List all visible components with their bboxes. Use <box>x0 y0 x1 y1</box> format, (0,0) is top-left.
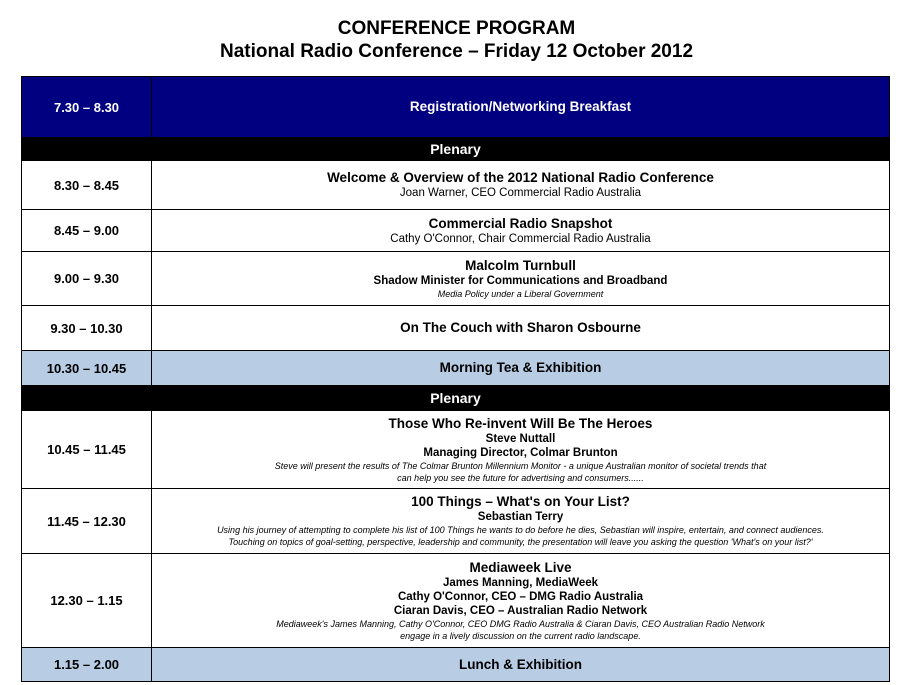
session-description: Using his journey of attempting to complete his list of 100 Things he wants to do before he dies, Sebastian will inspire, entertain, and connect audiences. <box>217 525 824 535</box>
session-description: can help you see the future for advertising and consumers...... <box>397 472 644 483</box>
time-cell: 11.45 – 12.30 <box>22 489 152 553</box>
session-speaker: Cathy O'Connor, Chair Commercial Radio Australia <box>390 232 651 245</box>
row-lunch <box>22 648 889 681</box>
session-description: Touching on topics of goal-setting, perspective, leadership and community, the presentation will leave you asking the question 'What's on your list?' <box>228 537 813 547</box>
row-registration <box>22 77 889 138</box>
row-couch <box>22 306 889 351</box>
session-speaker: Cathy O'Connor, CEO – DMG Radio Australia <box>397 590 644 603</box>
band-label: Plenary <box>430 390 481 406</box>
session-role: Managing Director, Colmar Brunton <box>423 446 618 459</box>
session-description: Steve will present the results of The Colmar Brunton Millennium Monitor - a unique Australian monitor of societal trends that <box>274 460 767 471</box>
page-title: CONFERENCE PROGRAM <box>337 18 576 39</box>
session-speaker: Ciaran Davis, CEO – Australian Radio Network <box>393 604 648 617</box>
band-label: Plenary <box>430 141 481 157</box>
row-snapshot <box>22 210 889 252</box>
session-title: Lunch & Exhibition <box>459 656 582 672</box>
session-description: Mediaweek's James Manning, Cathy O'Connor, CEO DMG Radio Australia & Ciaran Davis, CEO Australian Radio Network <box>276 618 765 629</box>
session-description: Media Policy under a Liberal Government <box>437 288 604 299</box>
session-speaker: Joan Warner, CEO Commercial Radio Australia <box>399 187 642 199</box>
row-mediaweek <box>22 554 889 648</box>
row-turnbull <box>22 252 889 306</box>
row-morning-tea <box>22 351 889 386</box>
time-cell: 10.45 – 11.45 <box>22 411 152 488</box>
time-cell: 8.30 – 8.45 <box>22 161 152 209</box>
session-title: Registration/Networking Breakfast <box>409 99 632 114</box>
time-cell: 9.30 – 10.30 <box>22 306 152 350</box>
time-cell: 7.30 – 8.30 <box>22 77 152 137</box>
session-speaker: James Manning, MediaWeek <box>442 576 599 589</box>
time-cell: 9.00 – 9.30 <box>22 252 152 305</box>
session-title: Those Who Re-invent Will Be The Heroes <box>388 415 653 431</box>
session-title: Morning Tea & Exhibition <box>439 360 602 375</box>
session-title: On The Couch with Sharon Osbourne <box>400 320 641 335</box>
row-100-things <box>22 489 889 554</box>
row-heroes <box>22 411 889 489</box>
page-subtitle: National Radio Conference – Friday 12 October 2012 <box>219 41 694 62</box>
session-title: 100 Things – What's on Your List? <box>411 494 630 509</box>
session-speaker: Steve Nuttall <box>485 432 556 445</box>
time-cell: 8.45 – 9.00 <box>22 210 152 251</box>
session-description: engage in a lively discussion on the current radio landscape. <box>400 630 641 641</box>
band-plenary-2 <box>22 386 889 411</box>
session-title: Welcome & Overview of the 2012 National Radio Conference <box>327 170 714 185</box>
session-title: Mediaweek Live <box>469 559 572 575</box>
session-speaker: Sebastian Terry <box>477 511 564 523</box>
session-title: Commercial Radio Snapshot <box>428 215 613 231</box>
time-cell: 1.15 – 2.00 <box>22 648 152 681</box>
session-role: Shadow Minister for Communications and Broadband <box>373 274 668 287</box>
time-cell: 12.30 – 1.15 <box>22 554 152 647</box>
band-plenary-1 <box>22 138 889 161</box>
time-cell: 10.30 – 10.45 <box>22 351 152 385</box>
row-welcome <box>22 161 889 210</box>
program-table <box>21 76 890 682</box>
session-title: Malcolm Turnbull <box>465 257 576 273</box>
